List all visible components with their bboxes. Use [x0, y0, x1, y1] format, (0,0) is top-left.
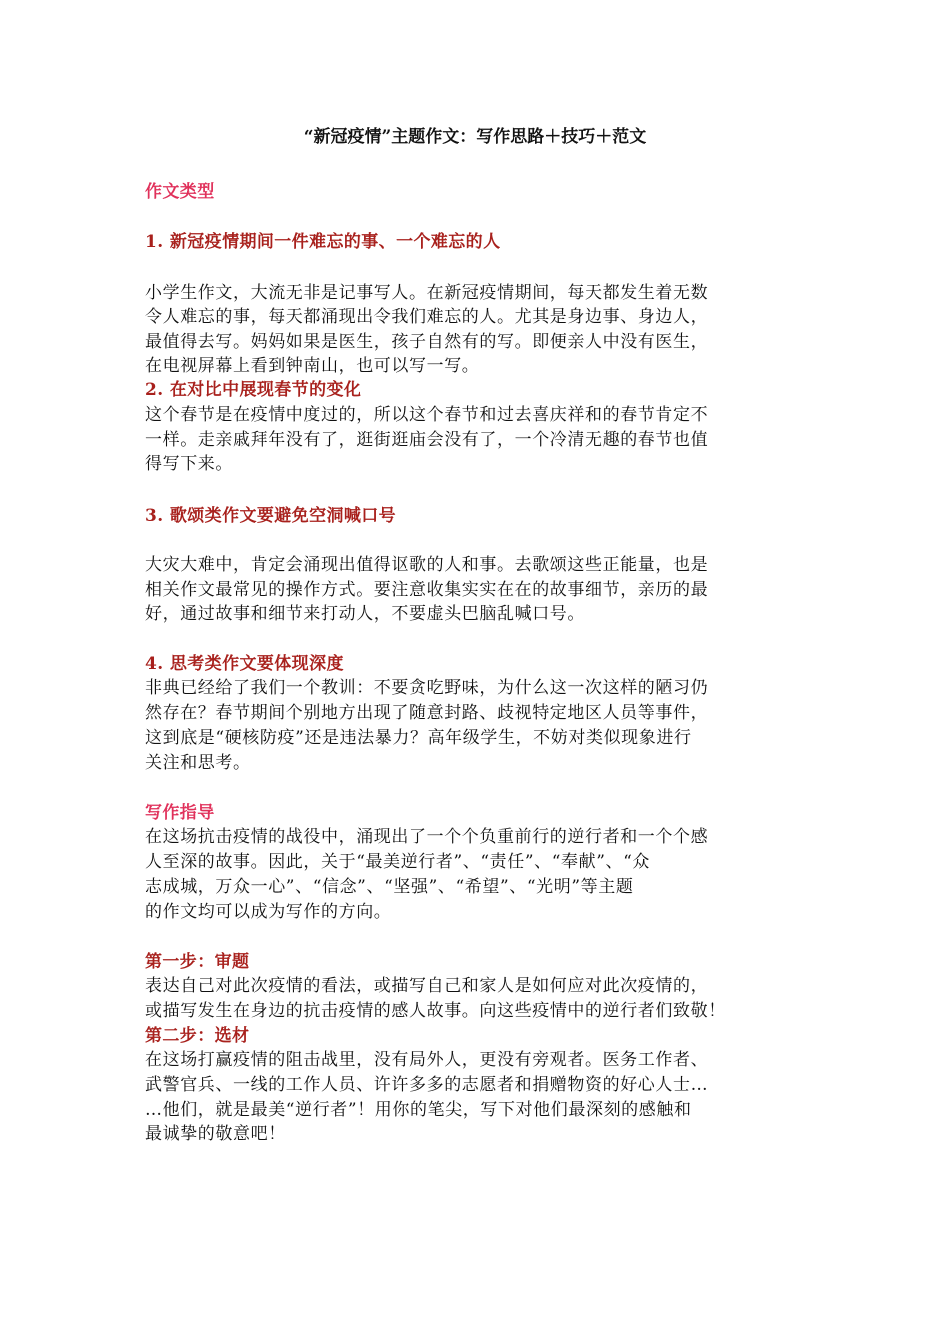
paragraph-line: 在这场打赢疫情的阻击战里，没有局外人，更没有旁观者。医务工作者、: [145, 1050, 709, 1070]
paragraph-line: 在电视屏幕上看到钟南山，也可以写一写。: [145, 356, 480, 376]
page-title: “新冠疫情”主题作文：写作思路＋技巧＋范文: [303, 127, 647, 147]
paragraph-line: 然存在？春节期间个别地方出现了随意封路、歧视特定地区人员等事件，: [145, 703, 709, 723]
paragraph-line: 非典已经给了我们一个教训：不要贪吃野味，为什么这一次这样的陋习仍: [145, 678, 709, 698]
step-heading-1: 第一步：审题: [145, 952, 250, 972]
paragraph-line: 一样。走亲戚拜年没有了，逛街逛庙会没有了，一个冷清无趣的春节也值: [145, 430, 709, 450]
paragraph-line: 表达自己对此次疫情的看法，或描写自己和家人是如何应对此次疫情的，: [145, 976, 709, 996]
paragraph-line: 最值得去写。妈妈如果是医生，孩子自然有的写。即便亲人中没有医生，: [145, 332, 709, 352]
item-heading-3: 3. 歌颂类作文要避免空洞喊口号: [145, 506, 397, 526]
item-heading-1: 1. 新冠疫情期间一件难忘的事、一个难忘的人: [145, 232, 501, 252]
paragraph-line: 得写下来。: [145, 454, 233, 474]
item-heading-2: 2. 在对比中展现春节的变化: [145, 380, 362, 400]
paragraph-line: 大灾大难中，肯定会涌现出值得讴歌的人和事。去歌颂这些正能量，也是: [145, 555, 709, 575]
paragraph-line: 人至深的故事。因此，关于“最美逆行者”、“责任”、“奉献”、“众: [145, 852, 651, 872]
paragraph-line: 相关作文最常见的操作方式。要注意收集实实在在的故事细节，亲历的最: [145, 580, 709, 600]
paragraph-line: …他们，就是最美“逆行者”！用你的笔尖，写下对他们最深刻的感触和: [145, 1100, 692, 1120]
paragraph-line: 这个春节是在疫情中度过的，所以这个春节和过去喜庆祥和的春节肯定不: [145, 405, 709, 425]
paragraph-line: 最诚挚的敬意吧！: [145, 1124, 286, 1144]
paragraph-line: 志成城，万众一心”、“信念”、“坚强”、“希望”、“光明”等主题: [145, 877, 634, 897]
paragraph-line: 这到底是“硬核防疫”还是违法暴力？高年级学生，不妨对类似现象进行: [145, 728, 692, 748]
paragraph-line: 小学生作文，大流无非是记事写人。在新冠疫情期间，每天都发生着无数: [145, 283, 709, 303]
section-heading-essay-types: 作文类型: [145, 182, 215, 202]
paragraph-line: 好，通过故事和细节来打动人，不要虚头巴脑乱喊口号。: [145, 604, 585, 624]
paragraph-line: 令人难忘的事，每天都涌现出令我们难忘的人。尤其是身边事、身边人，: [145, 307, 709, 327]
paragraph-line: 在这场抗击疫情的战役中，涌现出了一个个负重前行的逆行者和一个个感: [145, 827, 709, 847]
paragraph-line: 关注和思考。: [145, 753, 251, 773]
paragraph-line: 或描写发生在身边的抗击疫情的感人故事。向这些疫情中的逆行者们致敬！: [145, 1001, 726, 1021]
paragraph-line: 的作文均可以成为写作的方向。: [145, 902, 392, 922]
step-heading-2: 第二步：选材: [145, 1026, 250, 1046]
paragraph-line: 武警官兵、一线的工作人员、许许多多的志愿者和捐赠物资的好心人士…: [145, 1075, 709, 1095]
section-heading-writing-guide: 写作指导: [145, 803, 215, 823]
item-heading-4: 4. 思考类作文要体现深度: [145, 654, 344, 674]
